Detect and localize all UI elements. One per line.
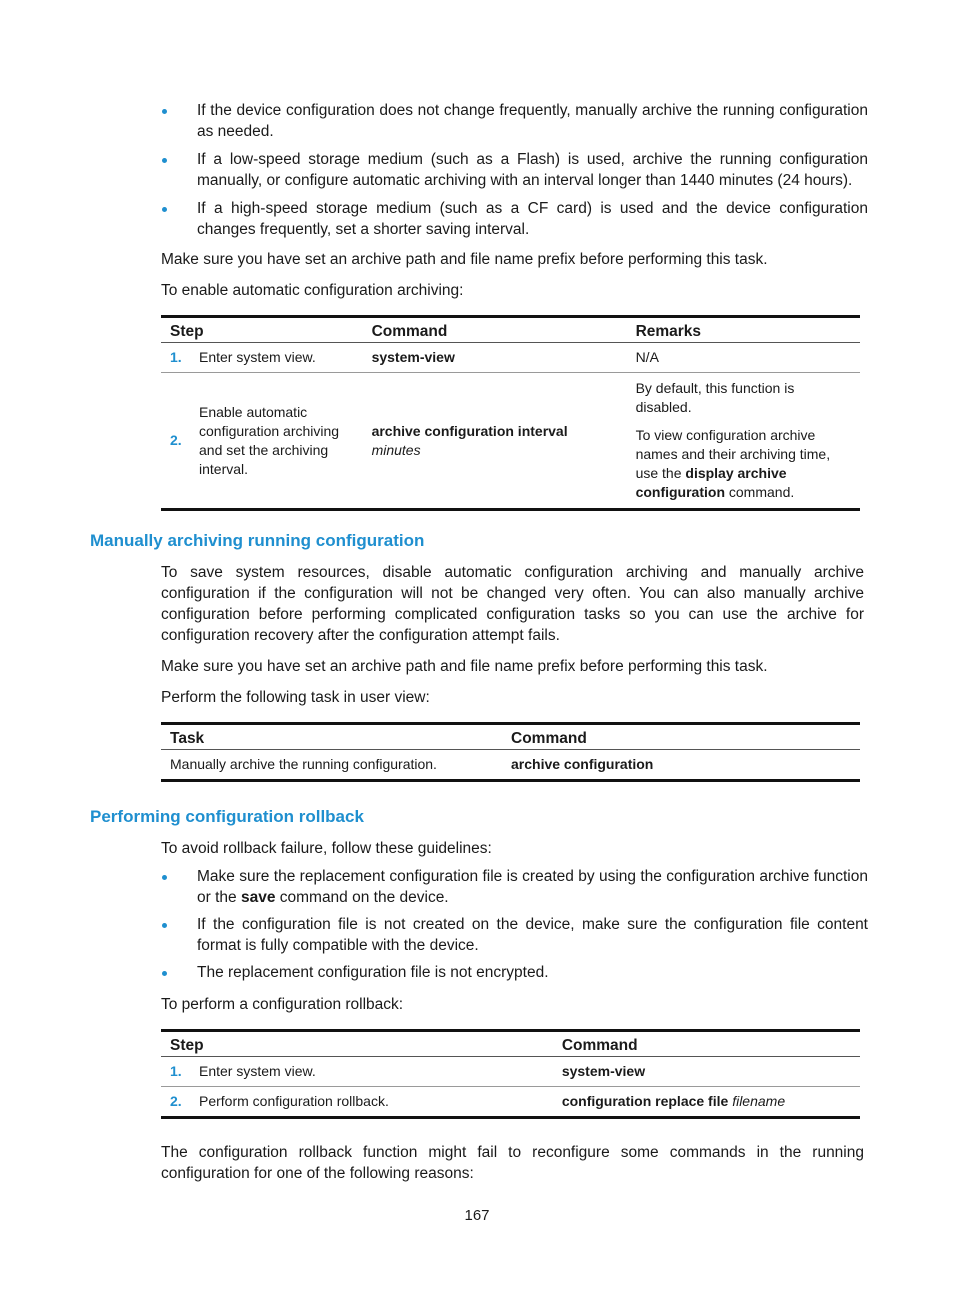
command-cell	[363, 373, 627, 510]
list-item: If the configuration file is not created on the device, make sure the configuration file content format is fully compatible with the device.	[161, 914, 868, 956]
table-row	[161, 750, 860, 781]
command-keyword: archive configuration interval	[371, 422, 568, 439]
bullet-icon	[162, 875, 167, 880]
command-cell	[502, 750, 860, 781]
paragraph-make-sure-1: Make sure you have set an archive path and file name prefix before performing this task.	[161, 251, 768, 268]
auto-archive-table	[161, 315, 860, 511]
table-row	[161, 343, 860, 373]
bullet-icon	[162, 109, 167, 114]
paragraph-make-sure-2: Make sure you have set an archive path and file name prefix before performing this task.	[161, 658, 768, 675]
step-description: Enable automatic configuration archiving and set the archiving interval.	[199, 403, 340, 477]
header-task: Task	[170, 730, 205, 747]
bullet-icon	[162, 158, 167, 163]
table-row	[161, 1057, 860, 1087]
inline-command: save	[240, 889, 276, 906]
step-description: Perform configuration rollback.	[199, 1093, 389, 1109]
bullet-icon	[162, 207, 167, 212]
list-item: If a low-speed storage medium (such as a Flash) is used, archive the running configuration manually, or configure automatic archiving with an interval longer than 1440 minutes (24 hours).	[161, 149, 868, 191]
paragraph-perform-rollback: To perform a configuration rollback:	[161, 996, 404, 1013]
bullet-icon	[162, 971, 167, 976]
header-step: Step	[170, 1037, 204, 1054]
command-keyword: archive configuration	[511, 756, 654, 772]
table-row	[161, 1087, 860, 1118]
command-keyword: system-view	[561, 1063, 646, 1079]
manual-archive-table	[161, 722, 860, 782]
remarks-cell	[627, 373, 860, 510]
bullet-icon	[162, 923, 167, 928]
step-number: 1.	[170, 1063, 182, 1079]
table-header-row	[161, 1031, 860, 1057]
command-cell	[553, 1057, 860, 1087]
page-number: 167	[464, 1207, 490, 1224]
paragraph-user-view: Perform the following task in user view:	[161, 689, 430, 706]
paragraph-enable-auto: To enable automatic configuration archiving:	[161, 282, 464, 299]
paragraph-avoid-failure: To avoid rollback failure, follow these guidelines:	[161, 840, 492, 857]
command-argument: filename	[732, 1093, 786, 1109]
header-command: Command	[371, 323, 448, 340]
remarks-view: To view configuration archive names and their archiving time, use the display archive configuration command.	[635, 427, 831, 500]
table-row	[161, 373, 860, 510]
list-item: If the device configuration does not change frequently, manually archive the running configuration as needed.	[161, 100, 868, 142]
step-number: 2.	[170, 1093, 182, 1109]
step-description: Enter system view.	[199, 1063, 316, 1079]
section-heading-manual-archive: Manually archiving running configuration	[90, 531, 425, 550]
header-command: Command	[561, 1037, 638, 1054]
rollback-guidelines-list	[161, 866, 868, 983]
paragraph-save-resources: To save system resources, disable automatic configuration archiving and manually archive configuration if the configuration will not be changed very often. You can also manually archive configuration before performing complicated configuration tasks so you can use the archive for configuration recovery after the configuration attempt fails.	[161, 564, 864, 644]
header-remarks: Remarks	[635, 323, 702, 340]
command-cell	[553, 1087, 860, 1118]
rollback-table	[161, 1029, 860, 1119]
section-heading-rollback: Performing configuration rollback	[90, 807, 364, 826]
header-step: Step	[170, 323, 204, 340]
command-keyword: configuration replace file	[561, 1093, 729, 1109]
task-description: Manually archive the running configuration.	[170, 756, 437, 772]
list-item: Make sure the replacement configuration file is created by using the configuration archive function or the save command on the device.	[161, 866, 868, 908]
step-number: 1.	[170, 349, 182, 365]
remarks-default: By default, this function is disabled.	[635, 380, 795, 415]
command-cell	[363, 343, 627, 373]
list-item: If a high-speed storage medium (such as a CF card) is used and the device configuration changes frequently, set a shorter saving interval.	[161, 198, 868, 240]
command-argument: minutes	[371, 441, 421, 458]
table-header-row	[161, 724, 860, 750]
archive-guidelines-list	[161, 100, 868, 240]
step-number: 2.	[170, 432, 182, 448]
step-description: Enter system view.	[199, 349, 316, 365]
remarks-cell: N/A	[635, 349, 659, 365]
command-keyword: system-view	[371, 349, 455, 365]
table-header-row	[161, 317, 860, 343]
remarks-command: display archive configuration	[635, 465, 787, 500]
list-item: The replacement configuration file is not encrypted.	[161, 962, 868, 983]
header-command: Command	[511, 730, 587, 747]
paragraph-might-fail: The configuration rollback function might fail to reconfigure some commands in the running configuration for one of the following reasons:	[161, 1144, 864, 1182]
